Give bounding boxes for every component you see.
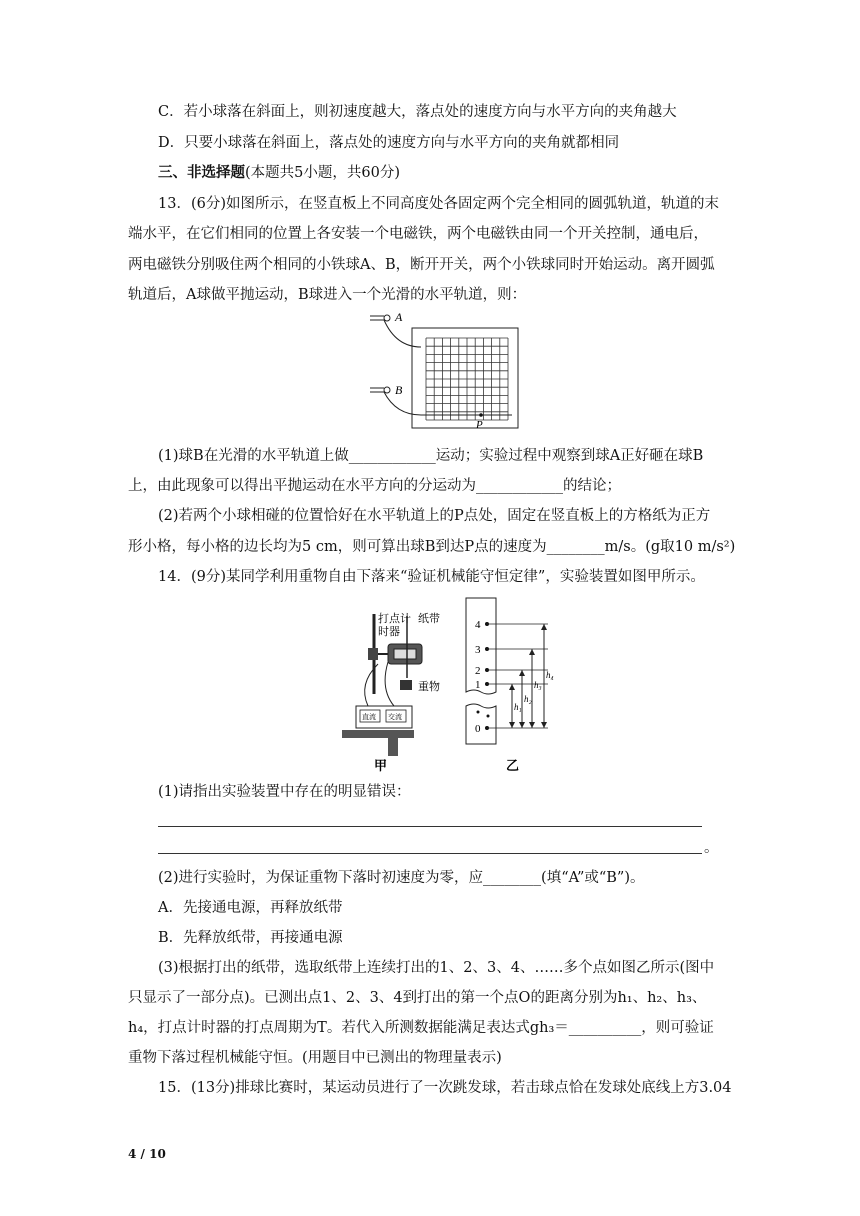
label-h2: h₂ (524, 694, 532, 704)
section-title: 三、非选择题 (158, 164, 245, 181)
tape-point-label: 3 (475, 644, 481, 656)
q13-part2-line1: (2)若两个小球相碰的位置恰好在水平轨道上的P点处，固定在竖直板上的方格纸为正方 (158, 508, 711, 524)
q13-line2: 端水平，在它们相同的位置上各安装一个电磁铁，两个电磁铁由同一个开关控制，通电后， (128, 226, 708, 242)
q14-figure (338, 594, 570, 778)
answer-end: 。 (704, 840, 719, 856)
label-jia: 甲 (374, 758, 388, 773)
answer-line-1 (158, 826, 702, 827)
label-h4: h₄ (546, 670, 554, 680)
label-timer: 打点计 (378, 613, 411, 625)
label-p: P (476, 419, 483, 431)
tape-point-label: 1 (475, 679, 481, 691)
q13-line4: 轨道后，A球做平抛运动，B球进入一个光滑的水平轨道，则： (128, 287, 527, 303)
page-number: 4 / 10 (128, 1147, 166, 1161)
label-h1: h₁ (514, 702, 522, 712)
q13-figure (366, 309, 526, 434)
q14-part3-line1: (3)根据打出的纸带，选取纸带上连续打出的1、2、3、4、……多个点如图乙所示(图中 (158, 960, 715, 976)
q14-part2: (2)进行实验时，为保证重物下落时初速度为零，应________(填“A”或“B”)。 (158, 870, 645, 886)
label-ac: 交流 (388, 713, 402, 721)
q15-line1: 15．(13分)排球比赛时，某运动员进行了一次跳发球，若击球点恰在发球处底线上方3.04 (158, 1080, 732, 1096)
q14-line1: 14．(9分)某同学利用重物自由下落来“验证机械能守恒定律”，实验装置如图甲所示。 (158, 569, 705, 585)
q13-part2-line2: 形小格，每小格的边长均为5 cm，则可算出球B到达P点的速度为________m/s。(g取10 m/s²) (128, 539, 736, 555)
section-heading (158, 163, 400, 183)
label-h3: h₃ (534, 680, 542, 690)
label-dc: 直流 (362, 713, 376, 721)
label-yi: 乙 (506, 758, 520, 773)
q14-part3-line3: h₄，打点计时器的打点周期为T。若代入所测数据能满足表达式gh₃＝__________，则可验证 (128, 1020, 714, 1036)
label-a: A (395, 310, 403, 324)
label-weight: 重物 (418, 681, 440, 693)
label-timer2: 时器 (378, 626, 400, 638)
q14-part3-line4: 重物下落过程机械能守恒。(用题目中已测出的物理量表示) (128, 1050, 502, 1066)
q13-part1-line2: 上，由此现象可以得出平抛运动在水平方向的分运动为____________的结论； (128, 478, 621, 494)
label-tape: 纸带 (418, 613, 440, 625)
answer-line-2 (158, 853, 702, 854)
q14-option-b: B．先释放纸带，再接通电源 (158, 930, 343, 946)
section-note: (本题共5小题，共60分) (245, 165, 400, 181)
option-d: D．只要小球落在斜面上，落点处的速度方向与水平方向的夹角就都相同 (158, 135, 620, 151)
label-b: B (395, 383, 403, 397)
q14-part1: (1)请指出实验装置中存在的明显错误： (158, 784, 411, 800)
q13-line1: 13．(6分)如图所示，在竖直板上不同高度处各固定两个完全相同的圆弧轨道，轨道的末 (158, 196, 719, 212)
q13-line3: 两电磁铁分别吸住两个相同的小铁球A、B，断开开关，两个小铁球同时开始运动。离开圆弧 (128, 257, 715, 273)
tape-point-label: 4 (475, 619, 481, 631)
q13-part1-line1: (1)球B在光滑的水平轨道上做____________运动；实验过程中观察到球A正好砸在球B (158, 448, 704, 464)
tape-point-label: 2 (475, 665, 481, 677)
q14-part3-line2: 只显示了一部分点)。已测出点1、2、3、4到打出的第一个点O的距离分别为h₁、h₂、h₃、 (128, 990, 707, 1006)
option-c: C．若小球落在斜面上，则初速度越大，落点处的速度方向与水平方向的夹角越大 (158, 104, 677, 120)
tape-point-label: 0 (475, 723, 481, 735)
q14-option-a: A．先接通电源，再释放纸带 (158, 900, 343, 916)
